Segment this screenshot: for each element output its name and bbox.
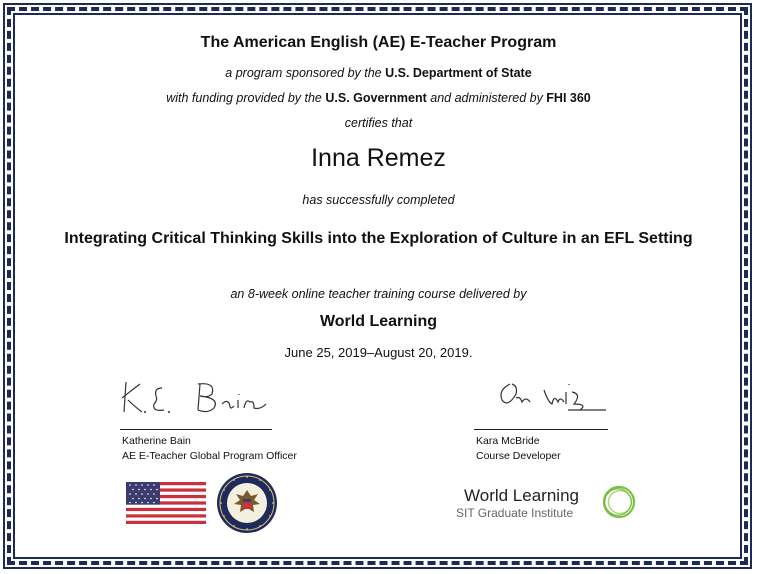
funding-line [0,91,757,105]
world-learning-logo [456,484,656,524]
administrator: FHI 360 [546,91,591,105]
provider-name: World Learning [319,313,438,330]
right-signature-line [474,429,608,430]
course-description: an 8-week online teacher training course delivered by [230,287,527,301]
recipient-name: Inna Remez [311,144,446,172]
right-signature-image [496,374,616,420]
certifies-text: certifies that [344,116,413,130]
funder: U.S. Government [325,91,427,105]
left-signature-line [120,429,272,430]
course-title: Integrating Critical Thinking Skills into the Exploration of Culture in an EFL Setting [64,230,693,247]
sponsor-prefix: a program sponsored by the [225,66,386,80]
left-signatory-role: AE E-Teacher Global Program Officer [122,450,297,462]
right-signatory-role: Course Developer [476,450,561,462]
sponsor-org: U.S. Department of State [385,66,532,80]
left-signature-image [118,374,278,420]
right-signatory [476,434,561,464]
left-signatory-name: Katherine Bain [122,435,191,447]
course-dates: June 25, 2019–August 20, 2019. [284,345,473,360]
sit-logo-name: SIT Graduate Institute [456,506,574,520]
right-signatory-name: Kara McBride [476,435,540,447]
us-flag-icon [126,482,206,524]
program-title: The American English (AE) E-Teacher Program [200,34,557,51]
sponsor-line [0,66,757,80]
state-department-seal-icon [216,472,278,534]
left-signatory [122,434,297,464]
completed-text: has successfully completed [302,193,455,207]
world-learning-logo-name: World Learning [464,486,579,505]
funding-prefix: with funding provided by the [166,91,326,105]
funding-mid: and administered by [426,91,547,105]
world-learning-ring-icon [601,484,637,520]
